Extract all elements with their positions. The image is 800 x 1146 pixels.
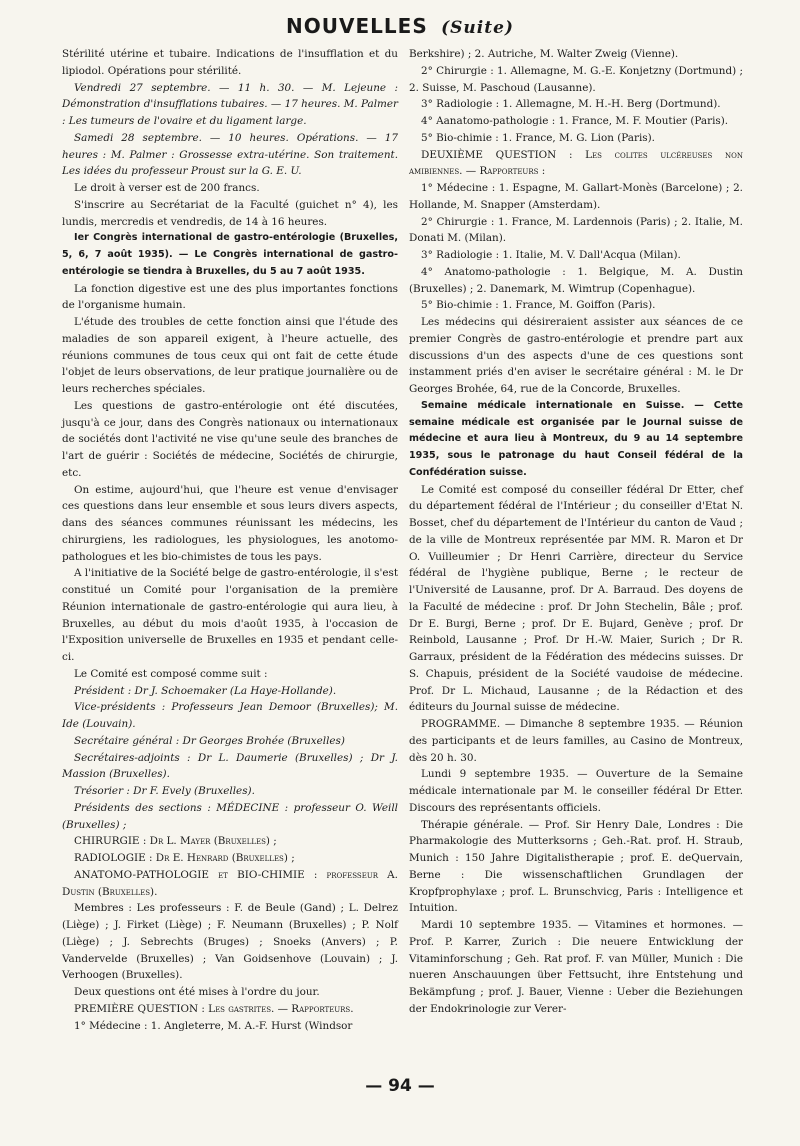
programme-line: Lundi 9 septembre 1935. — Ouverture de la Semaine médicale internationale par M. le conseiller fédéral Dr Etter. Discours des représentants officiels. bbox=[409, 768, 743, 814]
paragraph: L'étude des troubles de cette fonction ainsi que l'étude des maladies de son appareil exigent, à l'heure actuelle, des réunions communes de tous ceux qui ont fait de cette étude l'objet de leurs observations, de leur pratique journalière ou de leurs recherches spéciales. bbox=[62, 316, 398, 395]
rapporteur-line: 5° Bio-chimie : 1. France, M. G. Lion (Paris). bbox=[421, 131, 655, 144]
paragraph: Les médecins qui désireraient assister aux séances de ce premier Congrès de gastro-entérologie et prendre part aux discussions d'un des aspects d'une de ces questions sont instamment priés d'en aviser le secrétaire général : M. le Dr Georges Brohée, 64, rue de la Concorde, Bruxelles. bbox=[409, 316, 743, 395]
programme-line: Thérapie générale. — Prof. Sir Henry Dale, Londres : Die Pharmakologie des Mutterksorns ; Geh.-Rat. prof. H. Straub, Munich : 150 Jahre Digitalistherapie ; prof. E. deQuervain, Berne : Die wissenschaftlichen Grundlagen der Kropfprophylaxe ; prof. L. Brunschvicg, Paris : Intelligence et Intuition. bbox=[409, 818, 743, 915]
congress-heading: Ier Congrès international de gastro-entérologie (Bruxelles, 5, 6, 7 août 1935). — Le Congrès international de gastro-entérologie se tiendra à Bruxelles, du 5 au 7 août 1935. bbox=[62, 232, 398, 277]
paragraph: Deux questions ont été mises à l'ordre du jour. bbox=[74, 986, 320, 998]
page-number: — 94 — bbox=[365, 1076, 435, 1096]
paragraph: A l'initiative de la Société belge de gastro-entérologie, il s'est constitué un Comité pour l'organisation de la première Réunion internationale de gastro-entérologie qui aura lieu, à Bruxelles, au début du mois d'août 1935, à l'occasion de l'Exposition universelle de Bruxelles en 1935 et pendant celle-ci. bbox=[62, 567, 398, 663]
paragraph: La fonction digestive est une des plus importantes fonctions de l'organisme humain. bbox=[62, 282, 398, 312]
paragraph: On estime, aujourd'hui, que l'heure est venue d'envisager ces questions dans leur ensemble et sous leurs divers aspects, dans des séances communes réunissant les médecins, les chirurgiens, les radiologues, les physiologues, les anotomo-pathologues et les bio-chimistes de tous les pays. bbox=[62, 483, 398, 563]
rapporteur-line: 3° Radiologie : 1. Allemagne, M. H.-H. Berg (Dortmund). bbox=[421, 98, 721, 111]
paragraph: Vendredi 27 septembre. — 11 h. 30. — M. Lejeune : Démonstration d'insufflations tubaires. — 17 heures. M. Palmer : Les tumeurs de l'ovaire et du ligament large. bbox=[62, 81, 398, 127]
paragraph: S'inscrire au Secrétariat de la Faculté (guichet n° 4), les lundis, mercredis et vendredis, de 14 à 16 heures. bbox=[62, 198, 398, 228]
members-list: Membres : Les professeurs : F. de Beule (Gand) ; L. Delrez (Liège) ; J. Firket (Liège) ; F. Neumann (Bruxelles) ; P. Nolf (Liège) ; J. Sebrechts (Bruges) ; Snoeks (Anvers) ; P. Vandervelde (Bruxelles) ; Van Goidsenhove (Louvain) ; J. Verhoogen (Bruxelles). bbox=[62, 902, 398, 982]
rapporteur-line: 5° Bio-chimie : 1. France, M. Goiffon (Paris). bbox=[421, 299, 656, 312]
committee-line: Présidents des sections : MÉDECINE : professeur O. Weill (Bruxelles) ; bbox=[62, 801, 398, 831]
rapporteur-line: 2° Chirurgie : 1. Allemagne, M. G.-E. Konjetzny (Dortmund) ; 2. Suisse, M. Paschoud (Lausanne). bbox=[409, 64, 743, 94]
right-column bbox=[409, 46, 743, 1018]
programme-line: PROGRAMME. — Dimanche 8 septembre 1935. — Réunion des participants et de leurs familles, au Casino de Montreux, dès 20 h. 30. bbox=[409, 718, 743, 764]
committee-line: Trésorier : Dr F. Evely (Bruxelles). bbox=[74, 785, 255, 797]
rapporteur-line: 1° Médecine : 1. Espagne, M. Gallart-Monès (Barcelone) ; 2. Hollande, M. Snapper (Amsterdam). bbox=[409, 182, 743, 211]
rapporteur-line: 4° Aanatomo-pathologie : 1. France, M. F. Moutier (Paris). bbox=[421, 115, 729, 127]
page-header bbox=[0, 14, 800, 38]
paragraph: Samedi 28 septembre. — 10 heures. Opérations. — 17 heures : M. Palmer : Grossesse extra-utérine. Son traitement. Les idées du professeur Proust sur la G. E. U. bbox=[62, 131, 398, 178]
section-title: NOUVELLES bbox=[286, 14, 428, 38]
committee-line: Président : Dr J. Schoemaker (La Haye-Hollande). bbox=[74, 684, 337, 697]
paragraph: Les questions de gastro-entérologie ont été discutées, jusqu'à ce jour, dans des Congrès nationaux ou internationaux de sociétés dont l'activité ne vise qu'une seule des branches de l'art de guérir : Sociétés de médecine, Sociétés de chirurgie, etc. bbox=[62, 399, 398, 479]
committee-line: CHIRURGIE : Dr L. Mayer (Bruxelles) ; bbox=[74, 835, 277, 848]
semaine-heading: Semaine médicale internationale en Suisse. — Cette semaine médicale est organisée par le Journal suisse de médecine et aura lieu à Montreux, du 9 au 14 septembre 1935, sous le patronage du haut Conseil fédéral de la Confédération suisse. bbox=[409, 399, 743, 478]
section-suite: (Suite) bbox=[441, 18, 514, 38]
paragraph: Le droit à verser est de 200 francs. bbox=[74, 182, 260, 194]
question-heading: DEUXIÈME QUESTION : Les colites ulcéreuses non amibiennes. — Rapporteurs : bbox=[409, 148, 743, 178]
paragraph: Le Comité est composé comme suit : bbox=[74, 667, 268, 680]
paragraph: Le Comité est composé du conseiller fédéral Dr Etter, chef du département fédéral de l'Intérieur ; du conseiller d'Etat N. Bosset, chef du département de l'Intérieur du canton de Vaud ; de la ville de Montreux représentée par MM. R. Maron et Dr O. Vuilleumier ; Dr Henri Carrière, directeur du Service fédéral de l'hygiène publique, Berne ; le recteur de l'Université de Lausanne, prof. Dr A. Barraud. Des doyens de la Faculté de médecine : prof. Dr John Stechelin, Bâle ; prof. Dr E. Burgi, Berne ; prof. Dr E. Bujard, Genève ; prof. Dr Reinbold, Lausanne ; Prof. Dr H.-W. Maier, Surich ; Dr R. Garraux, président de la Fédération des médecins suisses. Dr S. Chapuis, président de la Société vaudoise de médecine. Prof. Dr L. Michaud, Lausanne ; de la Rédaction et des éditeurs du Journal suisse de médecine. bbox=[409, 483, 743, 714]
programme-line: Mardi 10 septembre 1935. — Vitamines et hormones. — Prof. P. Karrer, Zurich : Die neuere Entwicklung der Vitaminforschung ; Geh. Rat prof. F. van Müller, Munich : Die nueren Anschauungen über Fettsucht, ihre Entstehung und Bekämpfung ; prof. J. Bauer, Vienne : Ueber die Beziehungen der Endokrinologie zur Verer- bbox=[409, 919, 743, 1015]
rapporteur-line: 4° Anatomo-pathologie : 1. Belgique, M. A. Dustin (Bruxelles) ; 2. Danemark, M. Wimtrup (Copenhague). bbox=[409, 265, 743, 295]
rapporteur-line: 3° Radiologie : 1. Italie, M. V. Dall'Acqua (Milan). bbox=[421, 249, 681, 261]
left-column bbox=[62, 46, 398, 1034]
committee-line: Secrétaire général : Dr Georges Brohée (Bruxelles) bbox=[74, 734, 345, 747]
question-heading: PREMIÈRE QUESTION : Les gastrites. — Rapporteurs. bbox=[74, 1002, 354, 1015]
committee-line: Vice-présidents : Professeurs Jean Demoor (Bruxelles); M. Ide (Louvain). bbox=[62, 701, 398, 730]
rapporteur-line: 2° Chirurgie : 1. France, M. Lardennois (Paris) ; 2. Italie, M. Donati M. (Milan). bbox=[409, 215, 743, 245]
committee-line: RADIOLOGIE : Dr E. Henrard (Bruxelles) ; bbox=[74, 852, 295, 864]
paragraph: Stérilité utérine et tubaire. Indications de l'insufflation et du lipiodol. Opérations pour stérilité. bbox=[62, 48, 398, 77]
committee-line: Secrétaires-adjoints : Dr L. Daumerie (Bruxelles) ; Dr J. Massion (Bruxelles). bbox=[62, 751, 398, 781]
committee-line: ANATOMO-PATHOLOGIE et BIO-CHIMIE : professeur A. Dustin (Bruxelles). bbox=[62, 868, 398, 898]
rapporteur-line: Berkshire) ; 2. Autriche, M. Walter Zweig (Vienne). bbox=[409, 48, 679, 60]
rapporteur-line: 1° Médecine : 1. Angleterre, M. A.-F. Hurst (Windsor bbox=[74, 1019, 353, 1032]
